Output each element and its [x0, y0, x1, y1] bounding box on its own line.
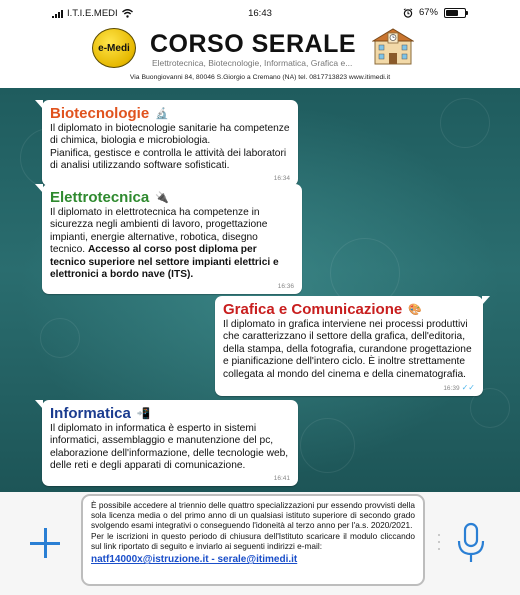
email-links[interactable]: natf14000x@istruzione.it - serale@itimedi.it — [91, 554, 298, 566]
page-subtitle: Elettrotecnica, Biotecnologie, Informatica, Grafica e... — [152, 58, 353, 68]
microscope-icon: 🔬 — [155, 108, 169, 120]
message-text — [50, 207, 294, 281]
enrollment-info: È possibile accedere al triennio delle quattro specializzazioni pur essendo provvisti della sola licenza media o del primo anno di un qualsiasi istituto superiore di secondo grado svolgendo esami integrativi o conseguendo l'idoneità al terzo anno per l'a.s. 2020/2021. Per le iscrizioni in questo periodo di chiusura dell'Istituto scaricare il modulo cliccando sul link riportato di seguito e inviarlo ai seguenti indirizzi e-mail: — [91, 500, 415, 551]
chat-area[interactable] — [0, 88, 520, 492]
microphone-icon[interactable] — [454, 522, 488, 564]
message-bubble-informatica[interactable] — [42, 400, 298, 486]
composer-bar — [0, 492, 520, 595]
message-body: Il diplomato in biotecnologie sanitarie ha competenze di chimica, biologia e microbiologia. Pianifica, gestisce e controlla le attività dei laboratori di analisi utilizzando software sofisticati. — [50, 123, 290, 172]
message-text — [223, 319, 475, 381]
page-title: CORSO SERALE — [150, 30, 357, 58]
status-bar — [0, 0, 520, 22]
message-time: 16:39 — [443, 385, 460, 393]
message-text — [50, 423, 290, 473]
school-logo[interactable] — [92, 28, 136, 68]
message-title-text: Informatica — [50, 405, 131, 422]
status-right — [403, 7, 466, 18]
message-title-text: Biotecnologie — [50, 105, 150, 122]
message-time: 16:36 — [277, 283, 294, 291]
message-title-text: Grafica e Comunicazione — [223, 301, 403, 318]
school-address: Via Buongiovanni 84, 80046 S.Giorgio a Cremano (NA) tel. 0817713823 www.itimedi.it — [129, 74, 391, 81]
battery-icon — [444, 8, 466, 18]
message-bubble-biotecnologie[interactable] — [42, 100, 298, 186]
message-body: Il diplomato in grafica interviene nei processi produttivi che caratterizzano il settore della grafica, dell'editoria, della stampa, della fotografia, curandone progettazione e pianificazione dell'intero ciclo. È inoltre strettamente collegata al mondo del cinema e della cinematografia. — [223, 319, 472, 380]
logo-text: e-Medi — [98, 42, 130, 54]
message-time: 16:34 — [273, 174, 290, 182]
mobile-phone-icon: 📲 — [136, 408, 151, 420]
plus-icon[interactable] — [30, 528, 60, 558]
palette-icon: 🎨 — [408, 304, 422, 316]
read-ticks-icon: ✓✓ — [461, 383, 475, 393]
message-body: Il diplomato in elettrotecnica ha competenze in sicurezza negli ambienti di lavoro, progettazione impianti, energie alternative, robotica, disegno tecnico. — [50, 207, 268, 256]
drag-handle[interactable] — [438, 534, 441, 555]
message-title — [223, 301, 475, 318]
message-title-text: Elettrotecnica — [50, 189, 150, 206]
battery-percent: 67% — [418, 7, 438, 18]
message-body: Il diplomato in informatica è esperto in sistemi informatici, assemblaggio e manutenzione del pc, elaborazione dell'informazione, delle tecnologie web, delle reti e degli apparati di comunicazione. — [50, 423, 289, 472]
message-input[interactable] — [81, 494, 425, 586]
message-time-row — [223, 383, 475, 392]
carrier-label: I.T.I.E.MEDI — [67, 8, 118, 19]
message-title — [50, 189, 294, 206]
school-building-icon — [372, 26, 414, 66]
message-title — [50, 405, 290, 422]
alarm-icon — [403, 8, 413, 18]
status-time: 16:43 — [248, 8, 272, 19]
battery-fill — [446, 10, 458, 16]
message-body-bold: Accesso al corso post diploma per tecnico superiore nel settore impianti elettrici e elettronici a bordo nave (ITS). — [50, 244, 279, 281]
message-title — [50, 105, 290, 122]
plug-icon: 🔌 — [155, 192, 169, 204]
message-text — [50, 123, 290, 173]
message-time: 16:41 — [273, 474, 290, 482]
message-bubble-elettrotecnica[interactable] — [42, 184, 302, 294]
app-header — [0, 22, 520, 88]
message-bubble-grafica[interactable] — [215, 296, 483, 396]
